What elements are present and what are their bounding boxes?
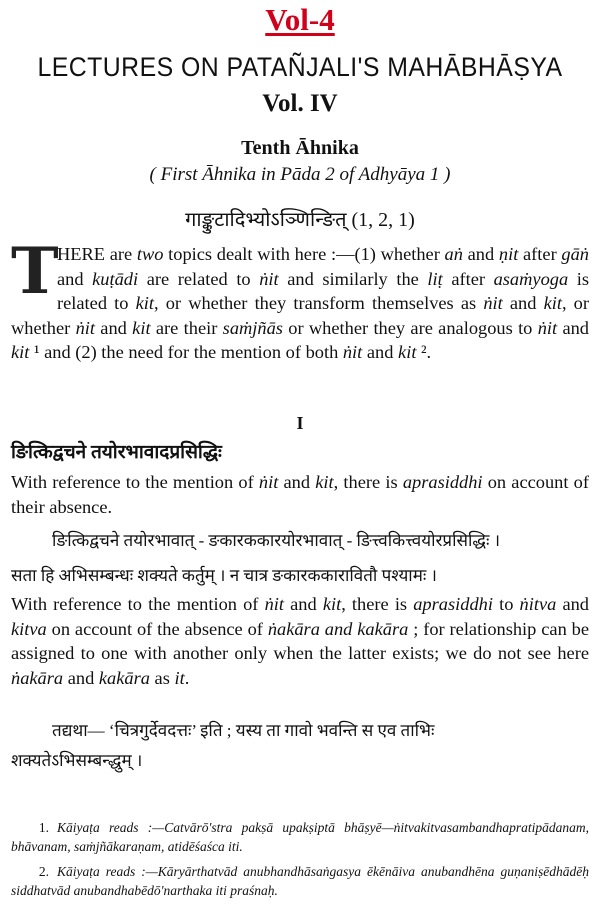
text-span: . [184, 667, 190, 688]
text-span: aprasiddhi [402, 472, 483, 492]
text-span: is related to [57, 268, 590, 313]
text-span: on account of the absence of [46, 618, 263, 639]
text-span: and [283, 594, 323, 614]
chapter-heading: Tenth Āhnika [241, 137, 359, 159]
text-span: kit [322, 594, 342, 614]
footnote-label: Kāiyaṭa reads : [57, 864, 146, 879]
text-span: kit [315, 472, 334, 492]
text-span: kit [398, 342, 417, 362]
text-span: ṅit [537, 317, 558, 338]
text-span: aprasiddhi [413, 594, 493, 614]
text-span: and [557, 317, 589, 338]
sutra-heading: गाङ्कुटादिभ्योऽञ्णिन्ङित् (1, 2, 1) [185, 209, 415, 231]
intro-paragraph [11, 234, 590, 365]
sanskrit-heading: ङित्किद्वचने तयोरभावादप्रसिद्धिः [11, 442, 222, 463]
text-span: HERE are [57, 244, 137, 264]
text-span: are their [150, 317, 223, 338]
text-span: ṅit [483, 293, 503, 313]
text-span: and [278, 268, 314, 289]
text-span: after [518, 244, 562, 264]
text-span: , there is [333, 472, 398, 492]
text-span: on account of their absence. [11, 472, 589, 517]
text-span: two [136, 244, 164, 264]
text-span: ṅakāra [11, 667, 64, 688]
text-span: kakāra [98, 667, 150, 688]
sanskrit-line: तद्यथा— ‘चित्रगुर्देवदत्तः’ इति ; यस्य ता गावो भवन्ति स एव ताभिः [52, 721, 435, 740]
text-span: or whether they are analogous to [282, 317, 533, 338]
volume-tag: Vol-4 [265, 2, 335, 37]
text-span: kit [135, 293, 154, 313]
text-span: , or [154, 293, 182, 313]
footnote-text: —Catvārō'stra pakṣā upakṣiptā bhāṣyē—ṅitvakitvasambandhapratipādanam, bhāvanam, saṁjñākaraṇam, atidēśaśca iti. [11, 820, 589, 854]
chapter-subheading: ( First Āhnika in Pāda 2 of Adhyāya 1 ) [149, 164, 451, 185]
text-span: ṅit [259, 268, 279, 289]
text-span: kit [132, 317, 151, 338]
text-span: and [278, 472, 316, 492]
text-span: and [57, 268, 93, 289]
text-span: are related to [138, 268, 260, 289]
text-span: and [94, 317, 133, 338]
sanskrit-line: ङित्किद्वचने तयोरभावात् - ङकारककारयोरभावात् - ङित्त्वकित्त्वयोरप्रसिद्धिः । [52, 531, 501, 550]
text-span: ṅit [342, 342, 363, 362]
footnote-number: 2. [38, 864, 49, 879]
text-span: ¹ and (2) the need for the mention of both [29, 342, 343, 362]
text-span: kit [11, 342, 30, 362]
footnote-label: Kāiyaṭa reads : [57, 820, 153, 835]
text-span: ṅitva [519, 594, 557, 614]
text-span: aṅ [444, 244, 463, 264]
text-span: with another only when the latter exists; we do not see here [134, 643, 589, 663]
text-span: similarly the [322, 268, 428, 289]
text-span: after [442, 268, 494, 289]
text-span: ṅakāra and kakāra [267, 618, 409, 639]
book-title: LECTURES ON PATAÑJALI'S MAHĀBHĀṢYA [37, 52, 563, 82]
text-span: topics dealt with here :—(1) whether [163, 244, 445, 264]
text-span: With reference to the mention of [11, 594, 265, 614]
text-span: ². [416, 342, 432, 362]
volume-number: Vol. IV [262, 90, 338, 117]
text-span: and [63, 667, 99, 688]
text-span: whether they transform themselves as [188, 293, 484, 313]
text-span: ; for relationship can be assigned to one [11, 618, 590, 663]
text-span: kitva [11, 618, 47, 639]
text-span: With reference to the mention of [11, 472, 259, 492]
section-numeral: I [296, 413, 304, 433]
text-span: it [174, 667, 185, 688]
text-span: ṇit [498, 244, 519, 264]
text-span: ṅit [75, 317, 95, 338]
translation-paragraph-2 [11, 592, 589, 690]
sanskrit-line: शक्यतेऽभिसम्बन्द्धुम् । [11, 751, 143, 770]
text-span: to [492, 594, 520, 614]
text-span: and [502, 293, 544, 313]
text-span: liṭ [427, 268, 443, 289]
text-span: asaṁyoga [493, 268, 569, 289]
text-span: kuṭādi [92, 268, 139, 289]
footnote [11, 862, 589, 900]
text-span: gāṅ [561, 244, 589, 264]
sanskrit-line: सता हि अभिसम्बन्धः शक्यते कर्तुम् । न चात्र ङकारककारावितौ पश्यामः । [11, 566, 438, 585]
translation-paragraph-1 [11, 470, 589, 519]
footnote-number: 1. [38, 820, 49, 835]
footnote [11, 818, 589, 856]
drop-cap: T [11, 234, 59, 309]
text-span: and [556, 594, 589, 614]
text-span: ṅit [258, 472, 279, 492]
text-span: as [149, 667, 175, 688]
text-span: and [366, 342, 399, 362]
text-span: saṁjñās [222, 317, 283, 338]
text-span: ṅit [264, 594, 284, 614]
footnote-text: —Kāryārthatvād anubhandhāsaṅgasya ēkēnāiva anubandhēna guṇaniṣēdhādēḥ siddhatvād anubandhabēdō'narthaka iti praśnaḥ. [11, 864, 589, 898]
text-span: kit [543, 293, 562, 313]
text-span: and [467, 244, 499, 264]
text-span: , or whether [11, 293, 590, 338]
text-span: , there is [341, 594, 408, 614]
